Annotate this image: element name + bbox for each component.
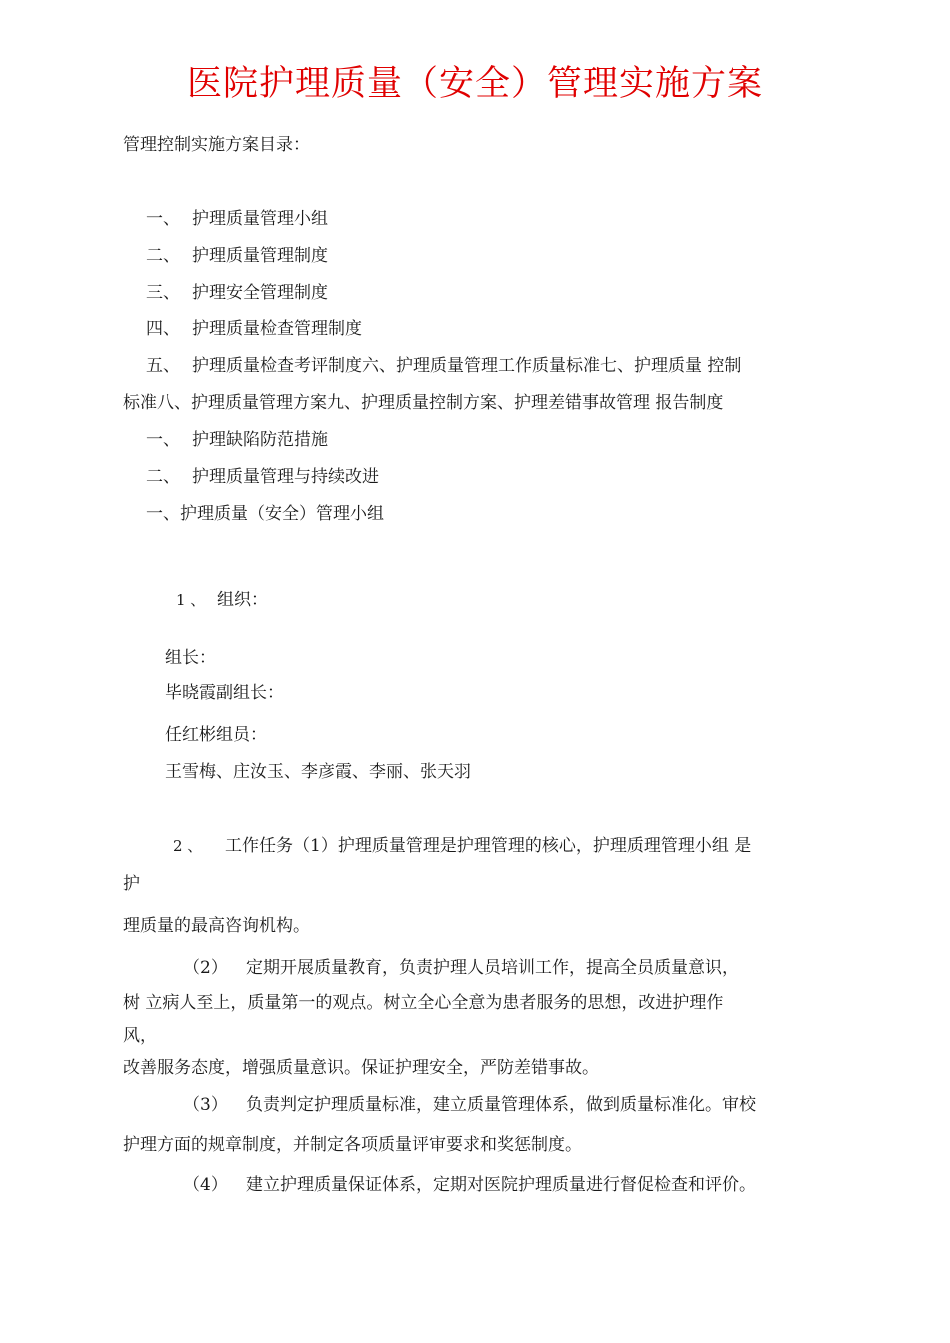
toc-item-text: 护理安全管理制度 (192, 283, 328, 303)
toc-item-num: 一、 (146, 430, 180, 450)
document-title: 医院护理质量（安全）管理实施方案 (186, 64, 763, 104)
task-item-line: 改善服务态度，增强质量意识。保证护理安全，严防差错事故。 (123, 1058, 599, 1078)
org-num: 1 、 (176, 591, 206, 609)
task-item-num: （4） (183, 1175, 228, 1195)
team-line: 组长： (165, 648, 216, 668)
task-item-line-wrap: 风， (123, 1026, 157, 1046)
task-item-num: （2） (183, 958, 228, 978)
section-heading: 一、护理质量（安全）管理小组 (146, 504, 384, 524)
task-line-wrap: 护 (123, 874, 140, 894)
toc-heading: 管理控制实施方案目录： (123, 135, 310, 155)
toc-item-num: 四、 (146, 319, 180, 339)
toc-wrap-line: 标准八、护理质量管理方案九、护理质量控制方案、护理差错事故管理 报告制度 (123, 393, 724, 413)
toc-item-num: 五、 (146, 356, 180, 376)
toc-item-num: 二、 (146, 467, 180, 487)
task-line: 工作任务（1）护理质量管理是护理管理的核心，护理质理管理小组 是 (225, 836, 752, 856)
toc-item-text: 护理质量管理小组 (192, 209, 328, 229)
task-item-line: 负责判定护理质量标准，建立质量管理体系，做到质量标准化。审校 (246, 1095, 756, 1115)
task-line: 理质量的最高咨询机构。 (123, 916, 310, 936)
toc-item-text: 护理缺陷防范措施 (192, 430, 328, 450)
team-line: 毕晓霞副组长： (165, 683, 284, 703)
toc-item-num: 三、 (146, 283, 180, 303)
task-item-line: 护理方面的规章制度，并制定各项质量评审要求和奖惩制度。 (123, 1135, 582, 1155)
team-line: 任红彬组员： (165, 725, 267, 745)
toc-item-text: 护理质量检查考评制度六、护理质量管理工作质量标准七、护理质量 控制 (192, 356, 742, 376)
toc-item-text: 护理质量检查管理制度 (192, 319, 362, 339)
org-label: 组织： (217, 590, 268, 610)
task-item-line: 定期开展质量教育，负责护理人员培训工作，提高全员质量意识， (246, 958, 739, 978)
task-item-line: 建立护理质量保证体系，定期对医院护理质量进行督促检查和评价。 (246, 1175, 756, 1195)
task-item-line: 树 立病人至上，质量第一的观点。树立全心全意为患者服务的思想，改进护理作 (123, 993, 724, 1013)
toc-item-num: 一、 (146, 209, 180, 229)
toc-item-text: 护理质量管理制度 (192, 246, 328, 266)
task-item-num: （3） (183, 1095, 228, 1115)
team-line: 王雪梅、庄汝玉、李彦霞、李丽、张天羽 (165, 762, 471, 782)
task-num: 2 、 (173, 837, 203, 855)
toc-item-num: 二、 (146, 246, 180, 266)
toc-item-text: 护理质量管理与持续改进 (192, 467, 379, 487)
